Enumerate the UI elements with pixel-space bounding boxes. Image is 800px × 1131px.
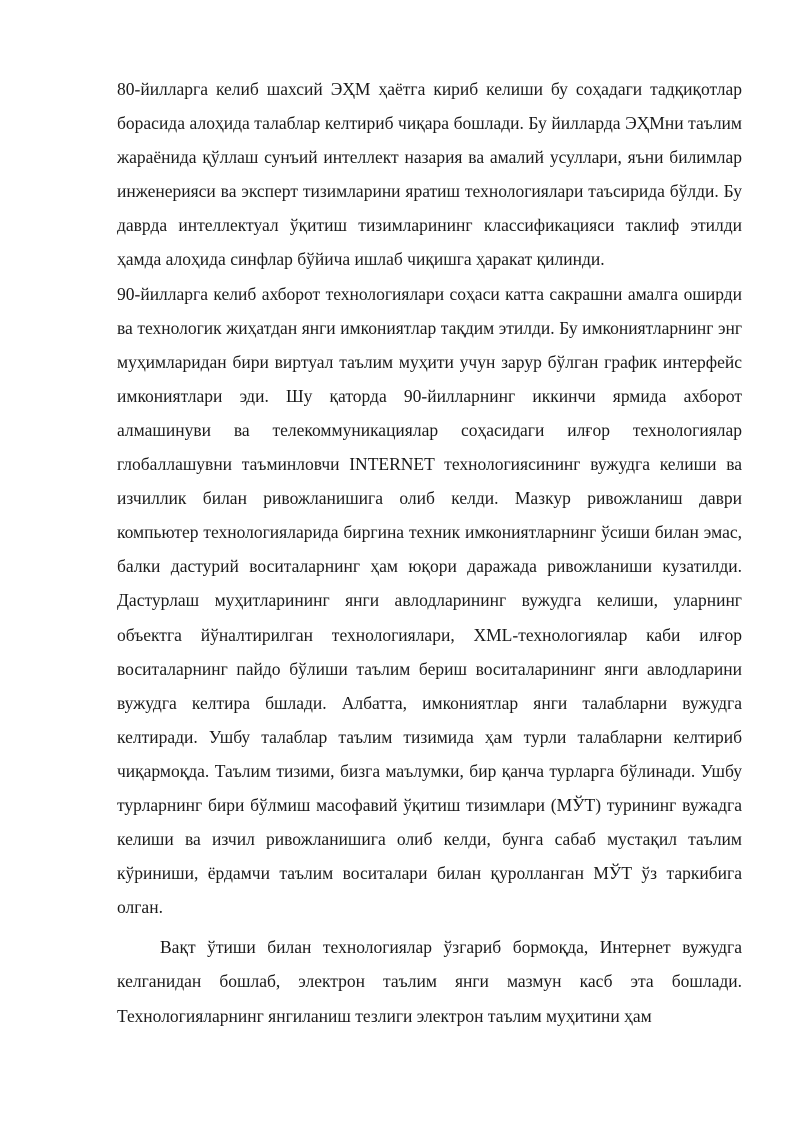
paragraph-2: 90-йилларга келиб ахборот технологиялари соҳаси катта сакрашни амалга оширди ва технологик жиҳатдан янги имкониятлар тақдим этилди. Бу имкониятларнинг энг муҳимларидан бири виртуал таълим муҳити учун зарур бўлган график интерфейс имкониятлари эди. Шу қаторда 90-йилларнинг иккинчи ярмида ахборот алмашинуви ва телекоммуникациялар соҳасидаги илғор технологиялар глобаллашувни таъминловчи INTERNET технологиясининг вужудга келиши ва изчиллик билан ривожланишига олиб келди. Мазкур ривожланиш даври компьютер технологияларида биргина техник имкониятларнинг ўсиши билан эмас, балки дастурий воситаларнинг ҳам юқори даражада ривожланиши кузатилди. Дастурлаш муҳитларининг янги авлодларининг вужудга келиши, уларнинг объектга йўналтирилган технологиялари, XML-технологиялар каби илғор воситаларнинг пайдо бўлиши таълим бериш воситаларининг янги авлодларини вужудга келтира бшлади. Албатта, имкониятлар янги талабларни вужудга келтиради. Ушбу талаблар таълим тизимида ҳам турли талабларни келтириб чиқармоқда. Таълим тизими, бизга маълумки, бир қанча турларга бўлинади. Ушбу турларнинг бири бўлмиш масофавий ўқитиш тизимлари (МЎТ) турининг вужадга келиши ва изчил ривожланишига олиб келди, бунга сабаб мустақил таълим кўриниши, ёрдамчи таълим воситалари билан қуролланган МЎТ ўз таркибига олган. xyxy=(117,283,742,918)
paragraph-1: 80-йилларга келиб шахсий ЭҲМ ҳаётга кириб келиши бу соҳадаги тадқиқотлар борасида алоҳида талаблар келтириб чиқара бошлади. Бу йилларда ЭҲМни таълим жараёнида қўллаш сунъий интеллект назария ва амалий усуллари, яъни билимлар инженерияси ва эксперт тизимларини яратиш технологиялари таъсирида бўлди. Бу даврда интеллектуал ўқитиш тизимларининг классификацияси таклиф этилди ҳамда алоҳида синфлар бўйича ишлаб чиқишга ҳаракат қилинди. xyxy=(117,79,742,270)
paragraph-3: Вақт ўтиши билан технологиялар ўзгариб бормоқда, Интернет вужудга келганидан бошлаб, электрон таълим янги мазмун касб эта бошлади. Технологияларнинг янгиланиш тезлиги электрон таълим муҳитини ҳам xyxy=(117,937,742,1026)
body-text xyxy=(117,72,742,1033)
